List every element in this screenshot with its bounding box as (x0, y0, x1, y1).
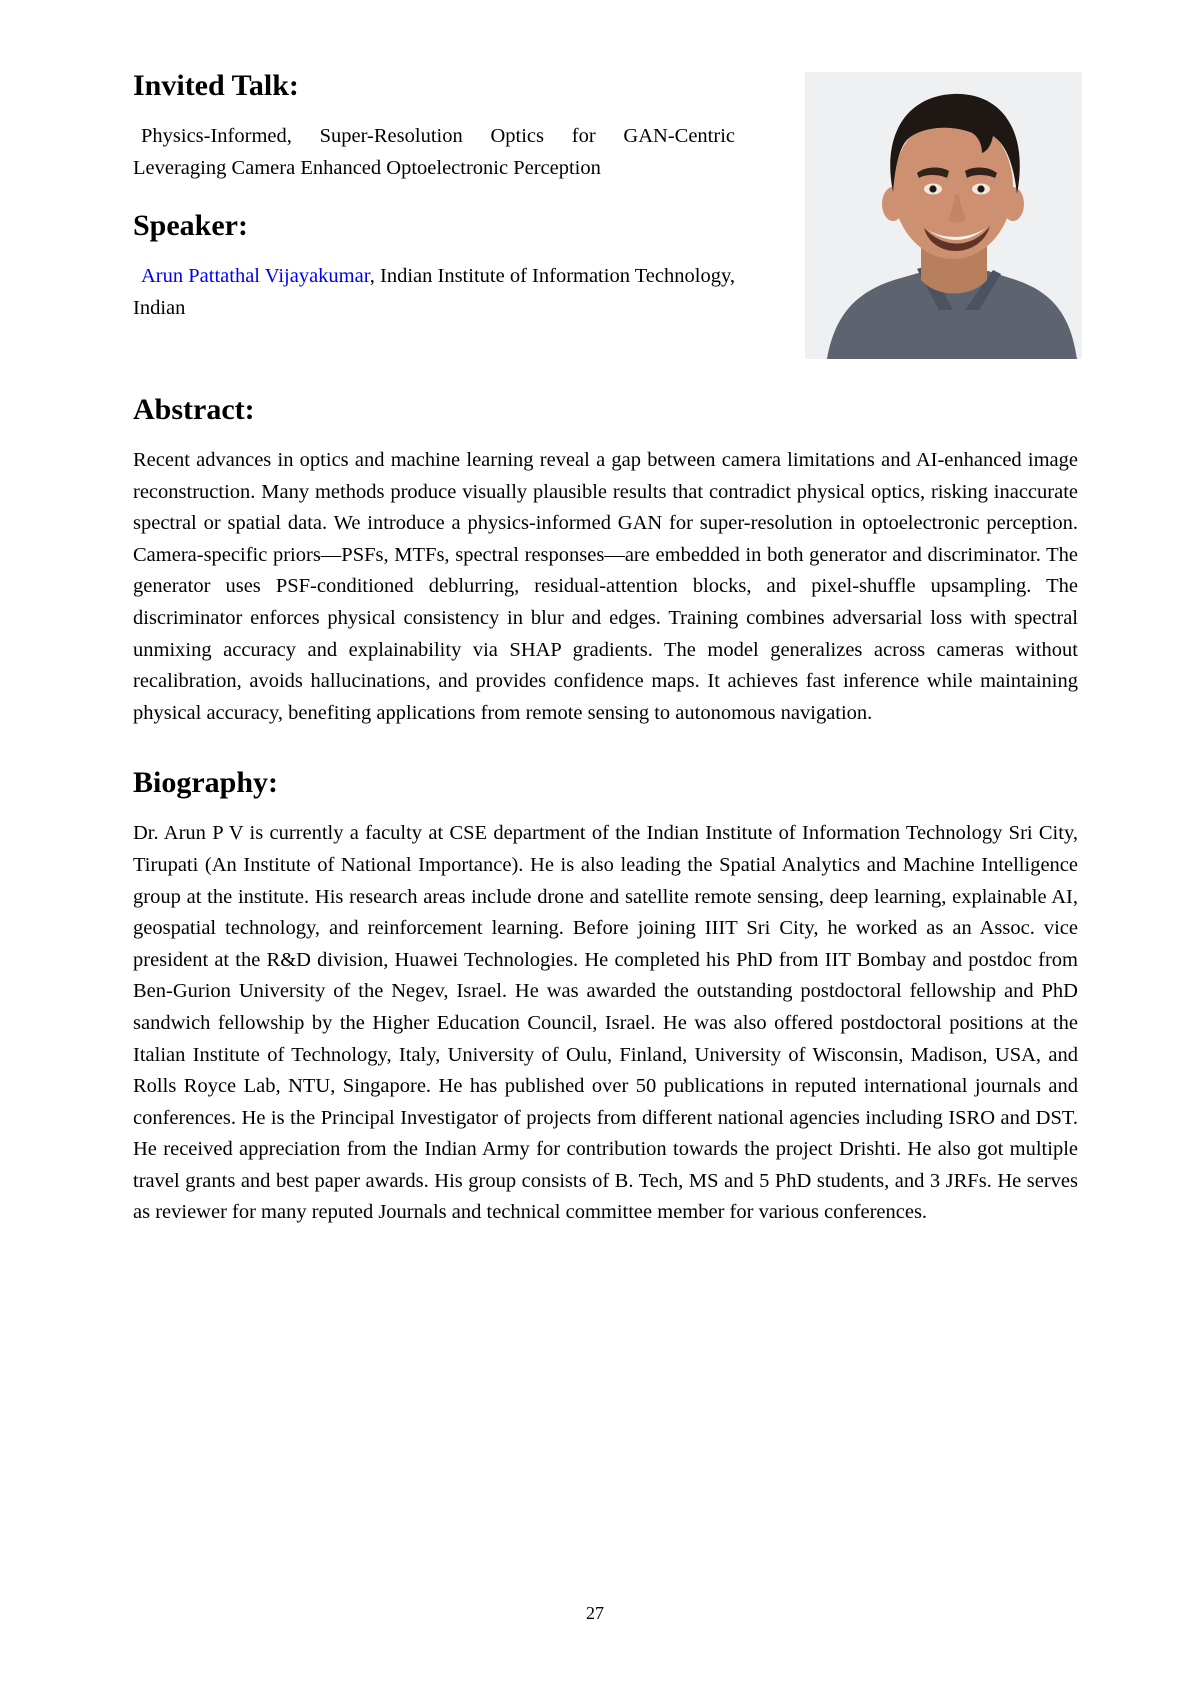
speaker-name-link[interactable]: Arun Pattathal Vijayakumar (141, 265, 370, 287)
talk-title: Physics-Informed, Super-Resolution Optics for GAN-Centric Leveraging Camera Enhanced Optoelectronic Perception (133, 125, 735, 179)
page-content (133, 68, 1078, 1229)
biography-text: Dr. Arun P V is currently a faculty at CSE department of the Indian Institute of Information Technology Sri City, Tirupati (An Institute of National Importance). He is also leading the Spatial Analytics and Machine Intelligence group at the institute. His research areas include drone and satellite remote sensing, deep learning, explainable AI, geospatial technology, and reinforcement learning. Before joining IIIT Sri City, he worked as an Assoc. vice president at the R&D division, Huawei Technologies. He completed his PhD from IIT Bombay and postdoc from Ben-Gurion University of the Negev, Israel. He was awarded the outstanding postdoctoral fellowship and PhD sandwich fellowship by the Higher Education Council, Israel. He was also offered postdoctoral positions at the Italian Institute of Technology, Italy, University of Oulu, Finland, University of Wisconsin, Madison, USA, and Rolls Royce Lab, NTU, Singapore. He has published over 50 publications in reputed international journals and conferences. He is the Principal Investigator of projects from different national agencies including ISRO and DST. He received appreciation from the Indian Army for contribution towards the project Drishti. He also got multiple travel grants and best paper awards. His group consists of B. Tech, MS and 5 PhD students, and 3 JRFs. He serves as reviewer for many reputed Journals and technical committee member for various conferences. (133, 822, 1078, 1224)
invited-talk-heading: Invited Talk: (133, 69, 299, 102)
biography-heading: Biography: (133, 766, 279, 800)
speaker-affiliation: , Indian Institute of Information Technology, Indian (133, 265, 735, 319)
speaker-line (133, 261, 735, 324)
speaker-heading: Speaker: (133, 209, 248, 242)
page-footer (0, 1603, 1190, 1624)
abstract-heading: Abstract: (133, 393, 255, 426)
talk-header-text (133, 68, 735, 324)
abstract-text: Recent advances in optics and machine learning reveal a gap between camera limitations and AI-enhanced image reconstruction. Many methods produce visually plausible results that contradict physical optics, risking inaccurate spectral or spatial data. We introduce a physics-informed GAN for super-resolution in optoelectronic perception. Camera-specific priors—PSFs, MTFs, spectral responses—are embedded in both generator and discriminator. The generator uses PSF-conditioned deblurring, residual-attention blocks, and pixel-shuffle upsampling. The discriminator enforces physical consistency in blur and edges. Training combines adversarial loss with spectral unmixing accuracy and explainability via SHAP gradients. The model generalizes across cameras without recalibration, avoids hallucinations, and provides confidence maps. It achieves fast inference while maintaining physical accuracy, benefiting applications from remote sensing to autonomous navigation. (133, 449, 1078, 724)
page-number: 27 (586, 1603, 604, 1623)
talk-header (133, 68, 1078, 362)
speaker-photo (805, 72, 1082, 359)
speaker-portrait-illustration (805, 72, 1082, 359)
